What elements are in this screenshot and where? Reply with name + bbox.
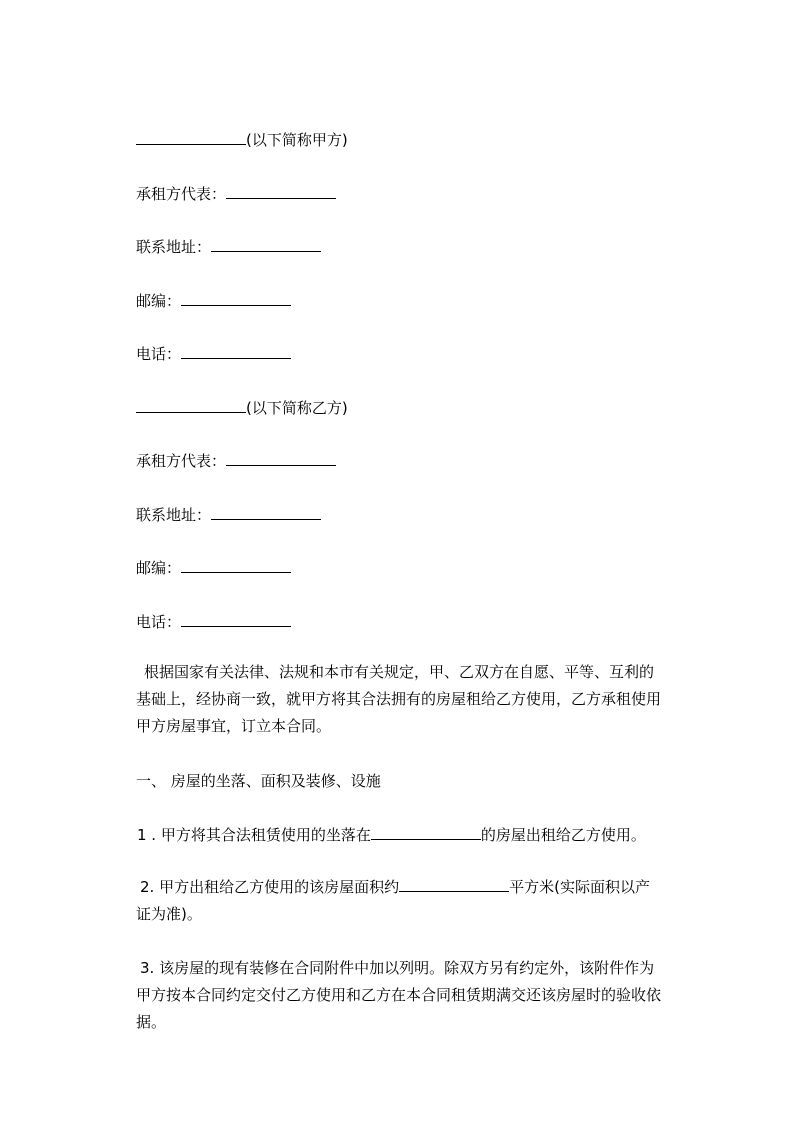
party-b-name-line	[136, 398, 348, 418]
party-b-address-line	[136, 505, 321, 525]
party-a-rep-blank[interactable]	[226, 184, 336, 199]
party-a-phone-line	[136, 344, 291, 364]
item-1-prefix: 1 . 甲方将其合法租赁使用的坐落在	[137, 826, 371, 844]
party-b-phone-line	[136, 612, 291, 632]
party-b-address-label: 联系地址：	[136, 506, 212, 524]
party-a-suffix: (以下简称甲方)	[246, 131, 348, 149]
party-a-address-label: 联系地址：	[136, 238, 212, 256]
section-1-heading: 一、 房屋的坐落、面积及装修、设施	[136, 772, 381, 790]
party-b-postal-label: 邮编：	[136, 559, 182, 577]
item-1-location-blank[interactable]	[371, 825, 481, 840]
section-1-item-3: 3. 该房屋的现有装修在合同附件中加以列明。除双方另有约定外，该附件作为甲方按本合同约定交付乙方使用和乙方在本合同租赁期满交还该房屋时的验收依据。	[136, 959, 662, 1031]
item-2-area-blank[interactable]	[399, 877, 509, 892]
item-2-suffix: 平方米(实际面积以产证为准)。	[136, 878, 650, 923]
item-2-prefix: 2. 甲方出租给乙方使用的该房屋面积约	[140, 878, 400, 896]
party-b-phone-label: 电话：	[136, 613, 182, 631]
intro-paragraph: 根据国家有关法律、法规和本市有关规定，甲、乙双方在自愿、平等、互利的基础上，经协商一致，就甲方将其合法拥有的房屋租给乙方使用，乙方承租使用甲方房屋事宜，订立本合同。	[136, 663, 662, 735]
party-a-phone-blank[interactable]	[181, 344, 291, 359]
section-1-item-1	[137, 825, 646, 845]
party-a-representative-line	[136, 184, 336, 204]
party-b-address-blank[interactable]	[211, 505, 321, 520]
party-b-representative-line	[136, 451, 336, 471]
party-b-rep-label: 承租方代表：	[136, 452, 227, 470]
party-a-rep-label: 承租方代表：	[136, 185, 227, 203]
party-b-postal-line	[136, 558, 291, 578]
party-b-phone-blank[interactable]	[181, 612, 291, 627]
party-a-phone-label: 电话：	[136, 345, 182, 363]
section-1-item-2	[136, 874, 661, 928]
party-a-name-line	[136, 130, 348, 150]
item-1-suffix: 的房屋出租给乙方使用。	[480, 826, 646, 844]
party-a-postal-line	[136, 291, 291, 311]
party-a-postal-blank[interactable]	[181, 291, 291, 306]
party-b-rep-blank[interactable]	[226, 451, 336, 466]
party-b-name-blank[interactable]	[136, 398, 246, 413]
party-a-address-line	[136, 237, 321, 257]
party-a-name-blank[interactable]	[136, 130, 246, 145]
party-b-suffix: (以下简称乙方)	[246, 399, 348, 417]
party-a-address-blank[interactable]	[211, 237, 321, 252]
party-b-postal-blank[interactable]	[181, 558, 291, 573]
party-a-postal-label: 邮编：	[136, 292, 182, 310]
